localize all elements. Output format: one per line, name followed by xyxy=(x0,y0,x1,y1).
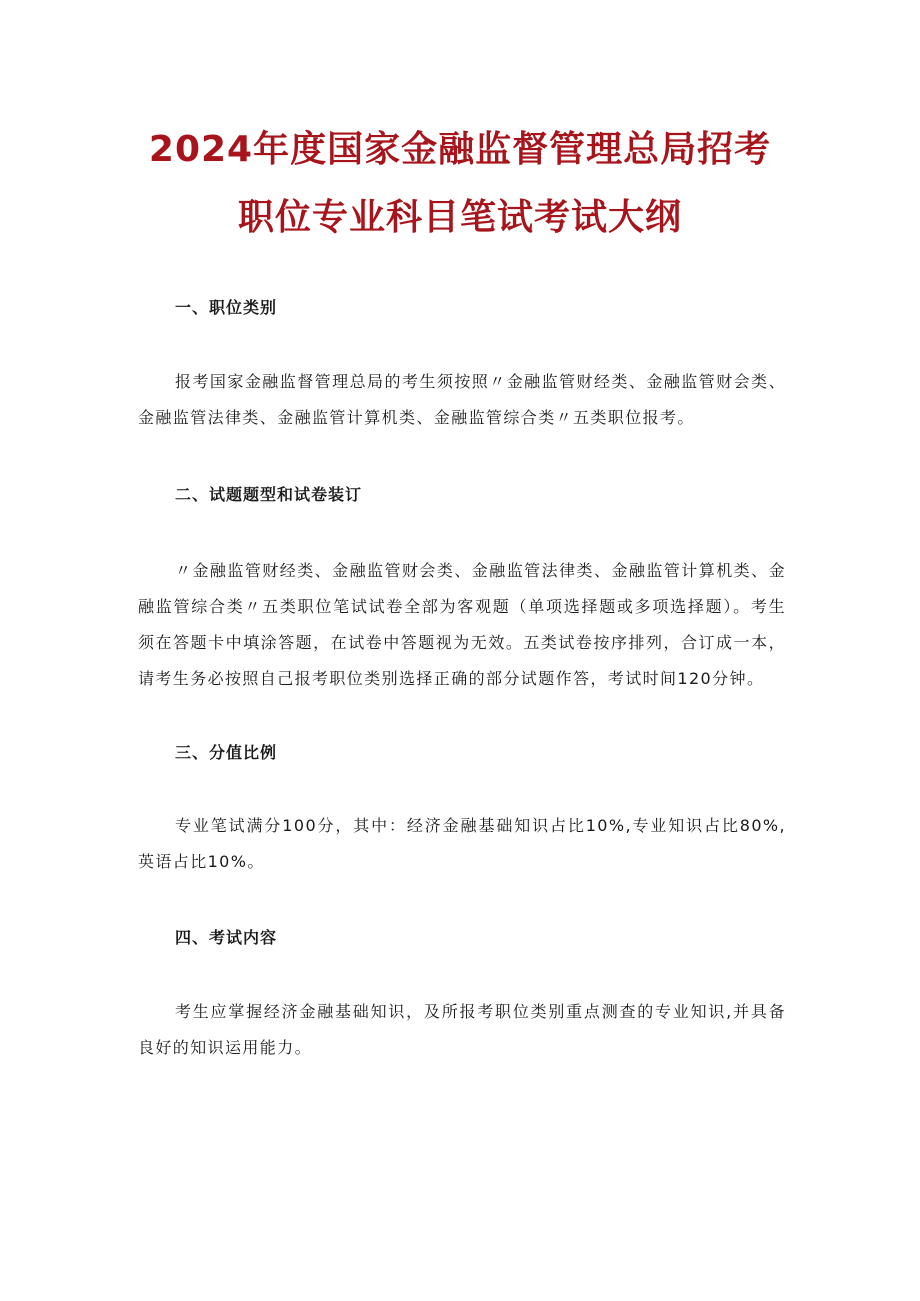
title-line-2: 职位专业科目笔试考试大纲 xyxy=(237,197,682,238)
section-paragraph-question-types: 〃金融监管财经类、金融监管财会类、金融监管法律类、金融监管计算机类、金融监管综合类〃五类职位笔试试卷全部为客观题（单项选择题或多项选择题）。考生须在答题卡中填涂答题，在试卷中答题视为无效。五类试卷按序排列，合订成一本，请考生务必按照自己报考职位类别选择正确的部分试题作答，考试时间120分钟。 xyxy=(138,561,786,688)
section-heading-job-category: 一、职位类别 xyxy=(175,298,278,317)
section-heading-exam-content: 四、考试内容 xyxy=(175,928,278,947)
section-paragraph-job-category: 报考国家金融监督管理总局的考生须按照〃金融监管财经类、金融监管财会类、金融监管法律类、金融监管计算机类、金融监管综合类〃五类职位报考。 xyxy=(138,372,786,427)
section-paragraph-score-ratio: 专业笔试满分100分，其中：经济金融基础知识占比10%,专业知识占比80%,英语占比10%。 xyxy=(138,816,786,871)
section-heading-score-ratio: 三、分值比例 xyxy=(175,743,278,762)
title-line-1: 2024年度国家金融监督管理总局招考 xyxy=(148,129,772,170)
section-heading-question-types: 二、试题题型和试卷装订 xyxy=(175,485,363,504)
document-title xyxy=(0,128,920,240)
document-body xyxy=(138,290,786,1066)
section-paragraph-exam-content: 考生应掌握经济金融基础知识，及所报考职位类别重点测查的专业知识,并具备良好的知识运用能力。 xyxy=(138,1002,786,1057)
